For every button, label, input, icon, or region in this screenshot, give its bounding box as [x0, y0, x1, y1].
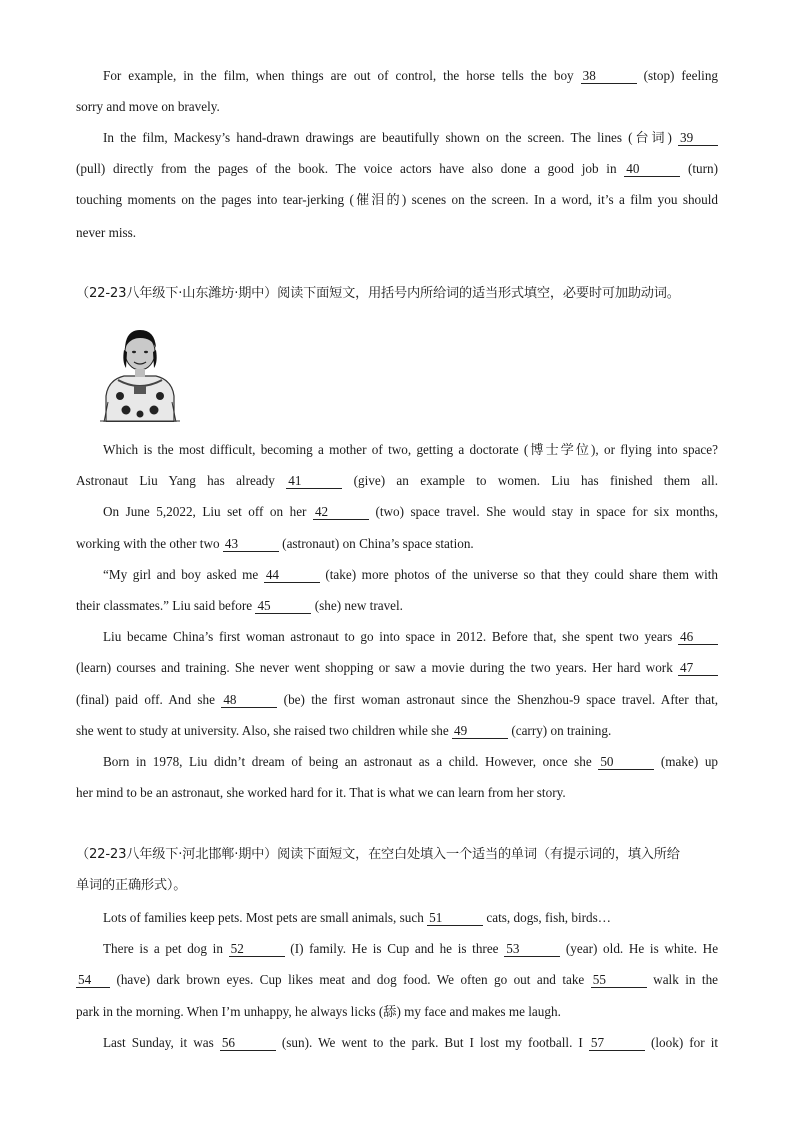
section-heading-cont: 单词的正确形式）。	[76, 878, 187, 893]
paragraph-line	[103, 628, 718, 646]
paragraph-line	[103, 67, 718, 85]
paragraph-line	[103, 129, 718, 147]
text: For example, in the film, when things are out of control, the horse tells the boy	[103, 68, 574, 83]
text: (turn)	[687, 161, 719, 176]
text: Lots of families keep pets. Most pets are small animals, such	[103, 910, 424, 925]
blank-56[interactable]: 56	[220, 1035, 276, 1051]
paragraph-line	[76, 722, 718, 740]
paragraph-line	[103, 566, 718, 584]
text: On June 5,2022, Liu set off on her	[103, 504, 307, 519]
text: (stop) feeling	[643, 68, 719, 83]
text: (two) space travel. She would stay in space for six months,	[375, 504, 719, 519]
text: working with the other two	[76, 536, 220, 551]
paragraph-line	[76, 535, 718, 553]
paragraph-line: sorry and move on bravely.	[76, 99, 220, 114]
blank-55[interactable]: 55	[591, 972, 647, 988]
text: Last Sunday, it was	[103, 1035, 214, 1050]
paragraph-line: Which is the most difficult, becoming a mother of two, getting a doctorate (博士学位), or flying into space?	[103, 442, 718, 457]
blank-54[interactable]: 54	[76, 972, 110, 988]
text: In the film, Mackesy’s hand-drawn drawings are beautifully shown on the screen. The lines (台词)	[103, 130, 672, 145]
paragraph-line	[103, 753, 718, 771]
blank-57[interactable]: 57	[589, 1035, 645, 1051]
blank-50[interactable]: 50	[598, 754, 654, 770]
text: (make) up	[660, 754, 719, 769]
text: (year) old. He is white. He	[565, 941, 719, 956]
text: (I) family. He is Cup and he is three	[290, 941, 499, 956]
section-heading: （22-23八年级下·河北邯郸·期中）阅读下面短文，在空白处填入一个适当的单词（有提示词的，填入所给	[76, 847, 680, 862]
text: (look) for it	[650, 1035, 719, 1050]
text: Astronaut Liu Yang has already	[76, 473, 275, 488]
paragraph-line	[76, 160, 718, 178]
paragraph-line: touching moments on the pages into tear-jerking (催泪的) scenes on the screen. In a word, it’s a film you should	[76, 192, 718, 207]
text: (give) an example to women. Liu has finished them all.	[353, 473, 718, 488]
blank-48[interactable]: 48	[221, 692, 277, 708]
text: Liu became China’s first woman astronaut to go into space in 2012. Before that, she spent two years	[103, 629, 673, 644]
paragraph-line	[76, 691, 718, 709]
paragraph-line	[103, 1034, 718, 1052]
paragraph-line	[76, 472, 718, 490]
blank-52[interactable]: 52	[229, 941, 285, 957]
text: (have) dark brown eyes. Cup likes meat and dog food. We often go out and take	[116, 972, 585, 987]
blank-44[interactable]: 44	[264, 567, 320, 583]
blank-42[interactable]: 42	[313, 504, 369, 520]
blank-49[interactable]: 49	[452, 723, 508, 739]
text: walk in the	[653, 972, 719, 987]
blank-38[interactable]: 38	[581, 68, 637, 84]
blank-39[interactable]: 39	[678, 130, 718, 146]
text: (be) the first woman astronaut since the Shenzhou-9 space travel. After that,	[283, 692, 719, 707]
text: (sun). We went to the park. But I lost my football. I	[281, 1035, 583, 1050]
text: “My girl and boy asked me	[103, 567, 259, 582]
text: (pull) directly from the pages of the book. The voice actors have also done a good job in	[76, 161, 617, 176]
text: (astronaut) on China’s space station.	[282, 536, 474, 551]
section-heading: （22-23八年级下·山东潍坊·期中）阅读下面短文，用括号内所给词的适当形式填空，必要时可加助动词。	[76, 286, 680, 301]
paragraph-line	[103, 909, 718, 927]
text: (final) paid off. And she	[76, 692, 215, 707]
text: their classmates.” Liu said before	[76, 598, 253, 613]
text: cats, dogs, fish, birds…	[486, 910, 611, 925]
blank-46[interactable]: 46	[678, 629, 718, 645]
blank-41[interactable]: 41	[286, 473, 342, 489]
blank-43[interactable]: 43	[223, 536, 279, 552]
paragraph-line: never miss.	[76, 225, 137, 240]
blank-53[interactable]: 53	[504, 941, 560, 957]
paragraph-line	[103, 940, 718, 958]
blank-45[interactable]: 45	[255, 598, 311, 614]
paragraph-line: park in the morning. When I’m unhappy, he always licks (舔) my face and makes me laugh.	[76, 1004, 561, 1019]
text: (learn) courses and training. She never went shopping or saw a movie during the two years. Her hard work	[76, 660, 673, 675]
text: Born in 1978, Liu didn’t dream of being an astronaut as a child. However, once she	[103, 754, 592, 769]
text: (carry) on training.	[511, 723, 612, 738]
paragraph-line	[103, 503, 718, 521]
text: (she) new travel.	[314, 598, 403, 613]
paragraph-line: her mind to be an astronaut, she worked hard for it. That is what we can learn from her story.	[76, 785, 566, 800]
paragraph-line	[76, 971, 718, 989]
text: There is a pet dog in	[103, 941, 223, 956]
text: (take) more photos of the universe so that they could share them with	[325, 567, 719, 582]
blank-40[interactable]: 40	[624, 161, 680, 177]
blank-47[interactable]: 47	[678, 660, 718, 676]
paragraph-line	[76, 659, 718, 677]
astronaut-photo	[100, 318, 180, 422]
paragraph-line	[76, 597, 718, 615]
blank-51[interactable]: 51	[427, 910, 483, 926]
text: she went to study at university. Also, she raised two children while she	[76, 723, 449, 738]
